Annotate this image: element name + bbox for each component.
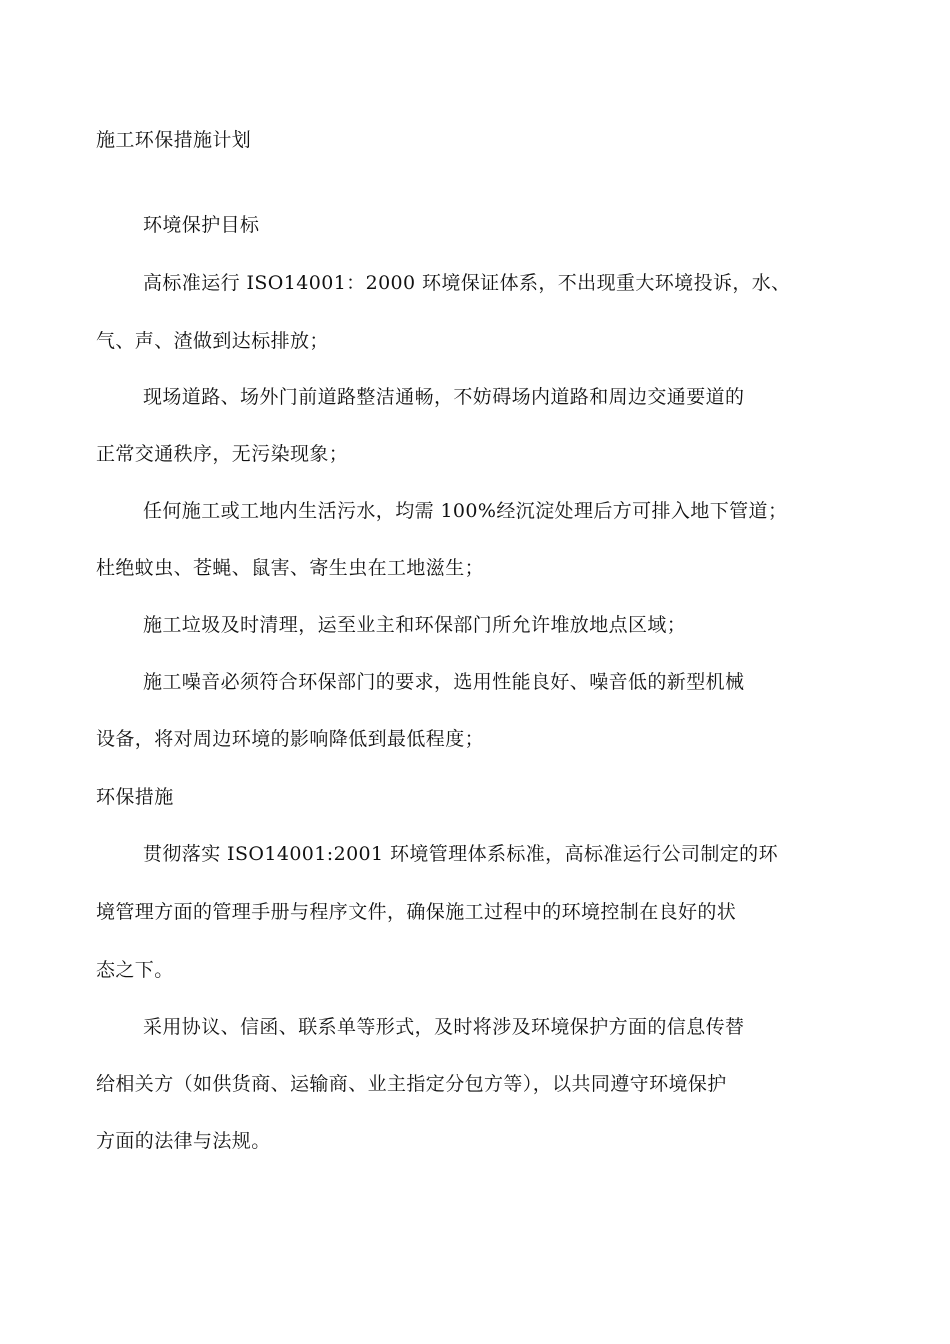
paragraph-line: 境管理方面的管理手册与程序文件，确保施工过程中的环境控制在良好的状: [96, 901, 737, 923]
paragraph-line: 任何施工或工地内生活污水，均需 100%经沉淀处理后方可排入地下管道；: [143, 500, 788, 522]
paragraph-line: 态之下。: [96, 959, 174, 981]
paragraph-line: 贯彻落实 ISO14001:2001 环境管理体系标准，高标准运行公司制定的环: [143, 843, 778, 865]
paragraph-line: 方面的法律与法规。: [96, 1130, 271, 1152]
paragraph-line: 采用协议、信函、联系单等形式，及时将涉及环境保护方面的信息传替: [143, 1016, 745, 1038]
paragraph-line: 设备，将对周边环境的影响降低到最低程度；: [96, 728, 485, 750]
paragraph-line: 杜绝蚊虫、苍蝇、鼠害、寄生虫在工地滋生；: [96, 557, 485, 579]
section-heading-goals: 环境保护目标: [143, 214, 260, 236]
paragraph-line: 施工噪音必须符合环保部门的要求，选用性能良好、噪音低的新型机械: [143, 671, 745, 693]
paragraph-line: 施工垃圾及时清理，运至业主和环保部门所允许堆放地点区域；: [143, 614, 687, 636]
paragraph-line: 正常交通秩序，无污染现象；: [96, 443, 349, 465]
paragraph-line: 给相关方（如供货商、运输商、业主指定分包方等），以共同遵守环境保护: [96, 1073, 727, 1095]
paragraph-line: 高标准运行 ISO14001：2000 环境保证体系，不出现重大环境投诉，水、: [143, 272, 791, 294]
paragraph-line: 现场道路、场外门前道路整洁通畅，不妨碍场内道路和周边交通要道的: [143, 386, 745, 408]
paragraph-line: 气、声、渣做到达标排放；: [96, 330, 329, 352]
section-heading-measures: 环保措施: [96, 786, 174, 808]
document-title: 施工环保措施计划: [96, 129, 252, 151]
